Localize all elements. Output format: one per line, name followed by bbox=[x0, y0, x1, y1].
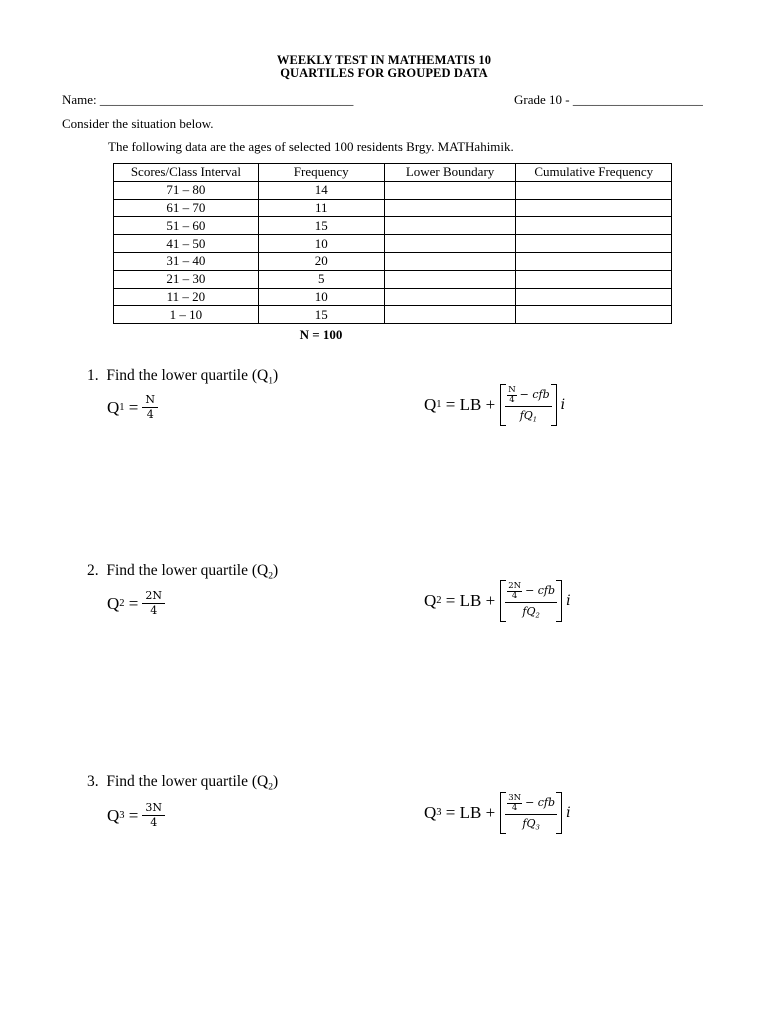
interval-width: i bbox=[566, 804, 571, 821]
bracket-denominator bbox=[520, 815, 541, 834]
interval-width: i bbox=[566, 592, 571, 609]
interval-cell: 71 – 80 bbox=[114, 181, 259, 199]
question-number: 1. bbox=[87, 367, 99, 384]
frequency-table bbox=[113, 163, 672, 324]
question-subscript: 1 bbox=[268, 375, 274, 387]
page-subtitle: QUARTILES FOR GROUPED DATA bbox=[280, 66, 488, 80]
mini-fraction bbox=[507, 794, 522, 812]
q-subscript: 1 bbox=[119, 402, 125, 414]
bracket-denominator bbox=[518, 407, 539, 426]
instruction-text: Consider the situation below. bbox=[62, 116, 214, 131]
table-row bbox=[114, 270, 672, 288]
fq-subscript: 3 bbox=[535, 823, 540, 832]
fraction-denominator: 4 bbox=[146, 408, 154, 422]
interval-width: i bbox=[560, 396, 566, 413]
position-formula-3: Q 3 = $\frac{3N}{4}$ bbox=[107, 802, 165, 829]
mini-denominator: 4 bbox=[511, 590, 518, 601]
question-number: 2. bbox=[87, 562, 99, 579]
q-symbol: Q bbox=[424, 802, 437, 822]
cumulative-frequency-cell[interactable] bbox=[516, 235, 672, 253]
bracket-box bbox=[500, 580, 562, 622]
quartile-formula-2 bbox=[424, 580, 571, 622]
q-symbol: Q bbox=[107, 805, 120, 825]
name-field[interactable]: Name: _______________________________________ bbox=[62, 92, 354, 107]
question-text: Find the lower quartile (Q bbox=[106, 562, 269, 579]
grade-field[interactable]: Grade 10 - ____________________ bbox=[514, 92, 703, 107]
cfb-term: − cfb bbox=[525, 795, 556, 809]
cumulative-frequency-cell[interactable] bbox=[516, 199, 672, 217]
position-fraction bbox=[142, 394, 158, 421]
page-title: WEEKLY TEST IN MATHEMATIS 10 bbox=[276, 53, 492, 67]
cumulative-frequency-cell[interactable] bbox=[516, 217, 672, 235]
table-row bbox=[114, 306, 672, 324]
frequency-cell: 15 bbox=[258, 217, 384, 235]
lower-boundary-cell[interactable] bbox=[384, 235, 516, 253]
question-3 bbox=[87, 773, 278, 792]
table-row bbox=[114, 217, 672, 235]
question-subscript: 2 bbox=[268, 570, 274, 582]
lower-boundary-cell[interactable] bbox=[384, 217, 516, 235]
quartile-formula-1 bbox=[424, 384, 565, 426]
fq-subscript: 2 bbox=[535, 611, 540, 620]
mini-denominator: 4 bbox=[509, 394, 515, 405]
interval-cell: 41 – 50 bbox=[114, 235, 259, 253]
interval-cell: 51 – 60 bbox=[114, 217, 259, 235]
table-header-row bbox=[114, 164, 672, 182]
table-row bbox=[114, 199, 672, 217]
position-formula-1: Q 1 = $\frac{N}{4}$ bbox=[107, 394, 158, 421]
fq-term: fQ bbox=[522, 817, 536, 830]
q-subscript: 2 bbox=[119, 598, 125, 610]
question-number: 3. bbox=[87, 773, 99, 790]
bracket-box bbox=[500, 384, 556, 426]
lower-boundary-cell[interactable] bbox=[384, 199, 516, 217]
lower-boundary-cell[interactable] bbox=[384, 252, 516, 270]
bracket-numerator bbox=[505, 580, 557, 603]
q-subscript: 1 bbox=[436, 399, 442, 411]
bracket-expression bbox=[500, 792, 570, 834]
total-frequency: N = 100 bbox=[299, 327, 343, 342]
cumulative-frequency-cell[interactable] bbox=[516, 252, 672, 270]
lower-boundary-cell[interactable] bbox=[384, 270, 516, 288]
position-fraction bbox=[142, 590, 165, 617]
question-text: Find the lower quartile (Q bbox=[106, 367, 269, 384]
cumulative-frequency-cell[interactable] bbox=[516, 181, 672, 199]
description-text: The following data are the ages of selected 100 residents Brgy. MATHahimik. bbox=[108, 139, 514, 154]
question-text-end: ) bbox=[273, 562, 279, 579]
bracket-numerator bbox=[505, 384, 551, 407]
header-cumulative-frequency: Cumulative Frequency bbox=[516, 164, 672, 182]
table-row bbox=[114, 235, 672, 253]
question-text-end: ) bbox=[273, 773, 279, 790]
cumulative-frequency-cell[interactable] bbox=[516, 270, 672, 288]
question-subscript: 2 bbox=[268, 781, 274, 793]
frequency-cell: 15 bbox=[258, 306, 384, 324]
cumulative-frequency-cell[interactable] bbox=[516, 288, 672, 306]
mini-fraction bbox=[507, 386, 516, 404]
q-symbol: Q bbox=[424, 590, 437, 610]
frequency-cell: 5 bbox=[258, 270, 384, 288]
question-text-end: ) bbox=[273, 367, 279, 384]
interval-cell: 11 – 20 bbox=[114, 288, 259, 306]
lower-boundary-cell[interactable] bbox=[384, 288, 516, 306]
mini-denominator: 4 bbox=[511, 802, 518, 813]
q-symbol: Q bbox=[424, 394, 437, 414]
mini-fraction bbox=[507, 582, 522, 600]
mini-numerator: N bbox=[508, 385, 516, 395]
frequency-cell: 10 bbox=[258, 235, 384, 253]
table-row bbox=[114, 252, 672, 270]
table-row bbox=[114, 288, 672, 306]
fq-term: fQ bbox=[519, 409, 533, 422]
interval-cell: 61 – 70 bbox=[114, 199, 259, 217]
header-frequency: Frequency bbox=[258, 164, 384, 182]
position-fraction bbox=[142, 802, 165, 829]
bracket-expression bbox=[500, 384, 565, 426]
frequency-cell: 11 bbox=[258, 199, 384, 217]
fraction-denominator: 4 bbox=[150, 604, 158, 618]
fq-term: fQ bbox=[522, 605, 536, 618]
bracket-denominator bbox=[520, 603, 541, 622]
frequency-cell: 14 bbox=[258, 181, 384, 199]
question-2 bbox=[87, 562, 278, 581]
question-text: Find the lower quartile (Q bbox=[106, 773, 269, 790]
fraction-numerator: N bbox=[142, 394, 158, 408]
fraction-numerator: 2N bbox=[142, 590, 165, 604]
lb-term: = LB + bbox=[445, 394, 496, 414]
interval-cell: 31 – 40 bbox=[114, 252, 259, 270]
header-class-interval: Scores/Class Interval bbox=[114, 164, 259, 182]
lb-term: = LB + bbox=[445, 590, 496, 610]
bracket-box bbox=[500, 792, 562, 834]
q-symbol: Q bbox=[107, 397, 120, 417]
lower-boundary-cell[interactable] bbox=[384, 306, 516, 324]
frequency-cell: 20 bbox=[258, 252, 384, 270]
fraction-denominator: 4 bbox=[150, 816, 158, 830]
lower-boundary-cell[interactable] bbox=[384, 181, 516, 199]
cfb-term: − cfb bbox=[525, 583, 556, 597]
fq-subscript: 1 bbox=[532, 415, 538, 424]
question-1 bbox=[87, 367, 278, 386]
mini-numerator: 3N bbox=[508, 793, 522, 803]
table-row bbox=[114, 181, 672, 199]
interval-cell: 21 – 30 bbox=[114, 270, 259, 288]
header-lower-boundary: Lower Boundary bbox=[384, 164, 516, 182]
frequency-cell: 10 bbox=[258, 288, 384, 306]
q-symbol: Q bbox=[107, 593, 120, 613]
q-subscript: 3 bbox=[436, 807, 442, 819]
quartile-formula-3 bbox=[424, 792, 571, 834]
fraction-numerator: 3N bbox=[142, 802, 165, 816]
interval-cell: 1 – 10 bbox=[114, 306, 259, 324]
position-formula-2: Q 2 = $\frac{2N}{4}$ bbox=[107, 590, 165, 617]
q-subscript: 2 bbox=[436, 595, 442, 607]
bracket-expression bbox=[500, 580, 570, 622]
lb-term: = LB + bbox=[445, 802, 496, 822]
mini-numerator: 2N bbox=[508, 581, 522, 591]
bracket-numerator bbox=[505, 792, 557, 815]
cfb-term: − cfb bbox=[519, 387, 550, 401]
cumulative-frequency-cell[interactable] bbox=[516, 306, 672, 324]
q-subscript: 3 bbox=[119, 810, 125, 822]
